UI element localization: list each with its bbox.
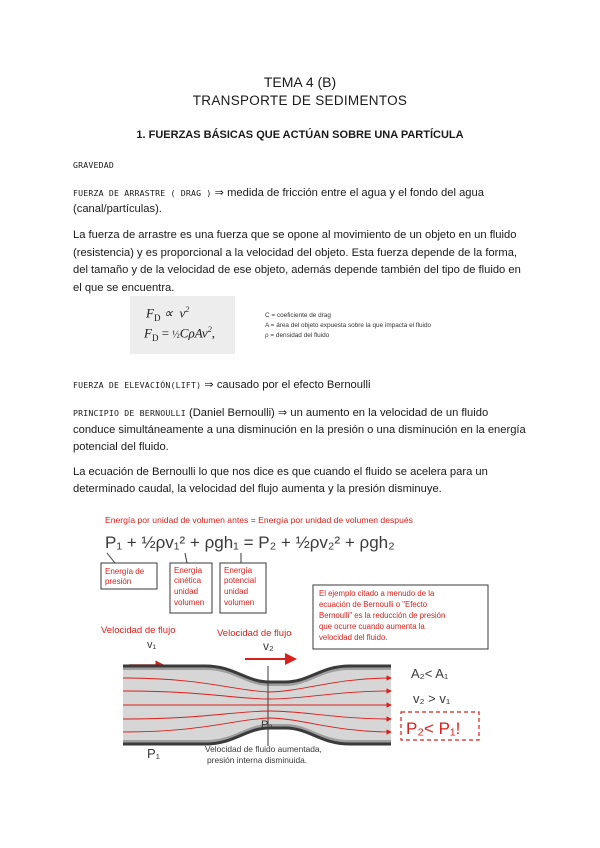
box-kinetic-energy (170, 563, 212, 613)
lift-def: causado por el efecto Bernoulli (216, 379, 371, 391)
bottom-caption-line: Velocidad de fluido aumentada, (205, 744, 322, 754)
box-pressure-line: presión (105, 577, 132, 586)
bernoulli-term: PRINCIPIO DE BERNOULLI (73, 408, 186, 418)
note-line: velocidad del fluido. (319, 633, 388, 642)
legend-item: C = coeficiente de drag (265, 312, 331, 319)
velocity-2-label: Velocidad de flujo (217, 628, 292, 639)
box-kinetic-line: volumen (174, 598, 205, 607)
drag-paragraph (73, 227, 535, 297)
drag-para-line: La fuerza de arrastre es una fuerza que se opone al movimiento de un objeto en un fluido (73, 229, 517, 241)
p2-label: P₂ (261, 719, 273, 731)
pressure-relation: P₂< P₁! (406, 719, 461, 738)
bernoulli-def-line1: un aumento en la velocidad de un fluido (290, 407, 489, 419)
legend-item: ρ = densidad del fluido (265, 332, 330, 339)
arrow-icon: ⇒ (204, 379, 214, 391)
drag-para-line: (resistencia) y es proporcional a la velocidad del objeto. Esta fuerza depende de la forma, (73, 246, 518, 259)
box-potential-energy (220, 563, 266, 613)
note-box (313, 585, 488, 649)
bottom-caption-line: presión interna disminuida. (207, 755, 308, 765)
box-pressure-line: Energía de (105, 567, 145, 576)
velocity-1-label: Velocidad de flujo (101, 625, 176, 636)
bernoulli-para-line2: determinado caudal, la velocidad del flujo aumenta y la presión disminuye. (73, 483, 442, 495)
velocity-relation: v₂ > v₁ (413, 691, 451, 706)
bernoulli-equation: P₁ + ½ρv₁² + ρgh₁ = P₂ + ½ρv₂² + ρgh₂ (105, 533, 395, 552)
box-kinetic-line: unidad (174, 587, 199, 596)
section-heading: 1. FUERZAS BÁSICAS QUE ACTÚAN SOBRE UNA PARTÍCULA (136, 129, 464, 141)
drag-definition (73, 185, 535, 217)
note-line: Bernoulli" es la reducción de presión (319, 611, 446, 620)
box-kinetic-line: Energía (174, 566, 203, 575)
bernoulli-def-line3: potencial del fluido. (73, 441, 169, 453)
arrow-icon: ⇒ (214, 187, 224, 199)
page-title: TEMA 4 (B) (263, 74, 337, 90)
drag-para-line: el que se encuentra. (73, 281, 175, 294)
box-potential-line: potencial (224, 576, 257, 585)
drag-def-line1: medida de fricción entre el agua y el fondo del agua (227, 187, 484, 199)
box-potential-line: Energía (224, 566, 253, 575)
formula-legend (265, 311, 431, 341)
bernoulli-diagram (95, 506, 503, 776)
arrow-icon: ⇒ (277, 407, 288, 419)
drag-def-line2: (canal/partículas). (73, 203, 162, 215)
box-kinetic-line: cinética (174, 576, 202, 585)
bernoulli-paragraph (73, 464, 535, 498)
drag-para-line: del tamaño y de la velocidad de ese objeto, además depende también del tipo de fluido en (73, 264, 521, 276)
box-pressure-energy (101, 563, 157, 589)
note-line: que ocurre cuando aumenta la (319, 622, 425, 631)
bernoulli-author: (Daniel Bernoulli) (188, 407, 275, 419)
box-potential-line: unidad (224, 587, 249, 596)
lift-term: FUERZA DE ELEVACIÓN(LIFT) (73, 380, 202, 390)
bernoulli-definition (73, 405, 535, 456)
note-line: El ejemplo citado a menudo de la (319, 589, 435, 598)
velocity-1-symbol: v₁ (147, 639, 157, 651)
bernoulli-def-line2: conduce simultáneamente a una disminución en la presión o una disminución en la energía (73, 424, 526, 436)
legend-item: A = área del objeto expuesta sobre la que impacta el fluido (265, 322, 432, 329)
formula-line2: $F_D$ = ½CρAv$^2$, (144, 325, 215, 343)
area-relation: A₂< A₁ (411, 666, 449, 681)
bernoulli-para-line1: La ecuación de Bernoulli lo que nos dice es que cuando el fluido se acelera para un (73, 466, 488, 478)
gravedad-label: GRAVEDAD (73, 160, 115, 170)
page-subtitle: TRANSPORTE DE SEDIMENTOS (192, 93, 408, 108)
diagram-top-caption: Energía por unidad de volumen antes = Energía por unidad de volumen después (105, 515, 413, 525)
formula-line1: $F_D \propto v^2$ (146, 305, 190, 323)
venturi-tube (123, 666, 391, 746)
p1-label: P₁ (147, 746, 161, 761)
drag-term: FUERZA DE ARRASTRE ( DRAG ) (73, 188, 212, 198)
box-potential-line: volumen (224, 598, 255, 607)
velocity-2-symbol: v₂ (263, 639, 274, 653)
note-line: ecuación de Bernoulli o "Efecto (319, 600, 428, 609)
lift-definition (73, 377, 535, 393)
